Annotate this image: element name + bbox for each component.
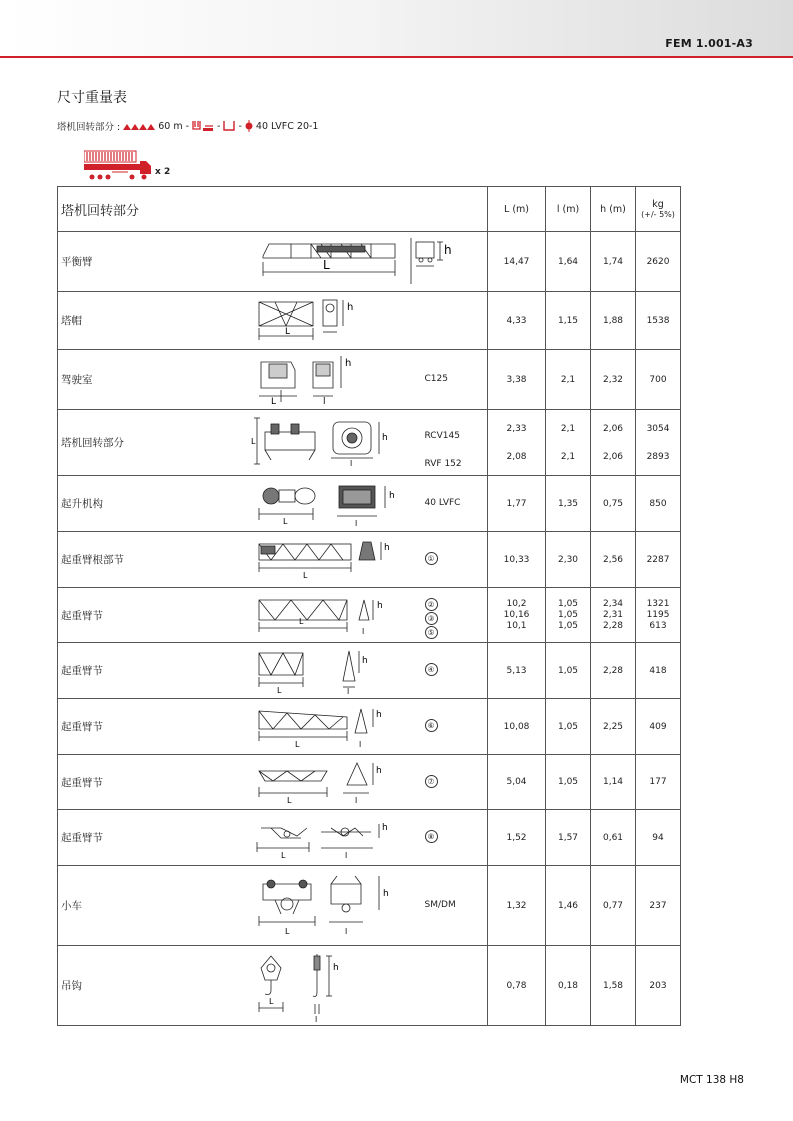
table-row	[58, 643, 727, 699]
table-row	[58, 810, 727, 866]
svg-text:h: h	[443, 243, 452, 257]
row-L: 1,32	[488, 866, 546, 946]
row-h-1: 2,34	[602, 598, 624, 609]
row-name: 小车	[58, 866, 243, 946]
row-l: 1,05	[546, 699, 591, 755]
row-code: SM/DM	[424, 900, 456, 910]
svg-text:l: l	[344, 927, 347, 936]
row-L	[488, 410, 546, 476]
row-L: 10,33	[488, 532, 546, 588]
counter-jib-icon	[191, 120, 215, 132]
row-drawing-cell	[243, 350, 488, 410]
row-l	[546, 410, 591, 476]
svg-text:h: h	[376, 601, 383, 611]
row-l: 1,64	[546, 232, 591, 292]
footer-model: MCT 138 H8	[679, 1074, 744, 1086]
header-name: 塔机回转部分	[58, 187, 488, 232]
row-h: 1,58	[591, 946, 636, 1026]
table-row	[58, 232, 727, 292]
row-code: ⑦	[425, 775, 438, 788]
row-l: 1,35	[546, 476, 591, 532]
row-name: 驾驶室	[58, 350, 243, 410]
table-header-row	[58, 187, 727, 232]
row-L: 1,52	[488, 810, 546, 866]
row-kg-1: 3054	[646, 423, 670, 434]
row-drawing-cell	[243, 410, 488, 476]
row-drawing-cell	[243, 755, 488, 810]
row-h: 2,32	[591, 350, 636, 410]
row-kg: 700	[636, 350, 681, 410]
row-L: 5,04	[488, 755, 546, 810]
row-name: 起重臂节	[58, 588, 243, 643]
row-code-group	[425, 598, 438, 639]
row-L-1: 10,2	[506, 598, 527, 609]
svg-text:l: l	[322, 397, 326, 406]
row-drawing-cell	[243, 532, 488, 588]
row-kg: 418	[636, 643, 681, 699]
row-kg: 203	[636, 946, 681, 1026]
row-name: 吊钩	[58, 946, 243, 1026]
row-L-2: 2,08	[506, 451, 527, 462]
row-h: 2,56	[591, 532, 636, 588]
svg-text:l: l	[354, 796, 357, 805]
row-drawing-cell	[243, 232, 488, 292]
row-l-1: 2,1	[560, 423, 576, 434]
row-drawing-cell	[243, 588, 488, 643]
row-h: 0,61	[591, 810, 636, 866]
row-name: 平衡臂	[58, 232, 243, 292]
row-code: ⑧	[425, 830, 438, 843]
row-l-3: 1,05	[557, 620, 579, 631]
row-name: 塔机回转部分	[58, 410, 243, 476]
row-h: 0,77	[591, 866, 636, 946]
row-h: 1,74	[591, 232, 636, 292]
svg-text:h: h	[375, 766, 382, 776]
row-h: 2,28	[591, 643, 636, 699]
row-h: 2,25	[591, 699, 636, 755]
svg-text:L: L	[302, 571, 307, 580]
hook-drawing	[251, 952, 371, 1022]
svg-text:l: l	[361, 627, 364, 636]
header-kg	[636, 187, 681, 232]
svg-text:L: L	[322, 258, 330, 272]
row-l	[546, 588, 591, 643]
row-code: 40 LVFC	[424, 498, 461, 508]
svg-text:h: h	[381, 433, 388, 443]
config-winch: 40 LVFC 20-1	[255, 120, 319, 132]
jib-tip-drawing	[251, 759, 411, 807]
truck-icon	[84, 149, 174, 183]
doc-code: FEM 1.001-A3	[665, 37, 753, 50]
row-drawing-cell	[243, 699, 488, 755]
page-title: 尺寸重量表	[57, 90, 127, 106]
row-kg: 94	[636, 810, 681, 866]
row-code: ②	[425, 598, 438, 611]
table-row	[58, 292, 727, 350]
jib-section-short-drawing	[251, 647, 401, 695]
counter-jib-drawing	[251, 238, 486, 286]
row-h	[591, 588, 636, 643]
row-name: 起重臂节	[58, 810, 243, 866]
svg-text:l: l	[344, 851, 347, 860]
row-drawing-cell	[243, 946, 488, 1026]
row-l: 1,05	[546, 755, 591, 810]
row-code: ⑥	[425, 719, 438, 732]
row-kg-2: 2893	[646, 451, 670, 462]
row-L-2: 10,16	[503, 609, 530, 620]
row-name: 起重臂根部节	[58, 532, 243, 588]
header-l: l (m)	[546, 187, 591, 232]
row-name: 起重臂节	[58, 699, 243, 755]
row-kg: 237	[636, 866, 681, 946]
row-l-1: 1,05	[557, 598, 579, 609]
svg-text:h: h	[346, 302, 353, 313]
row-l: 2,1	[546, 350, 591, 410]
row-L	[488, 588, 546, 643]
row-drawing-cell	[243, 643, 488, 699]
table-row	[58, 755, 727, 810]
header-rule	[0, 56, 793, 58]
row-name: 起升机构	[58, 476, 243, 532]
dimensions-weights-table	[57, 186, 727, 1026]
header-kg-unit: kg	[652, 199, 664, 210]
table-row	[58, 476, 727, 532]
svg-text:L: L	[250, 437, 255, 446]
row-kg: 409	[636, 699, 681, 755]
jib-foot-drawing	[251, 538, 401, 582]
row-l: 1,57	[546, 810, 591, 866]
row-name: 塔帽	[58, 292, 243, 350]
config-line	[57, 119, 318, 133]
svg-text:L: L	[280, 851, 285, 860]
row-kg	[636, 588, 681, 643]
svg-text:l: l	[358, 740, 361, 749]
config-label: 塔机回转部分 :	[57, 122, 121, 133]
table-row	[58, 866, 727, 946]
tower-head-drawing	[251, 296, 381, 344]
cab-drawing	[251, 352, 371, 406]
config-sep2: -	[238, 120, 242, 132]
config-sep1: -	[217, 120, 221, 132]
svg-text:h: h	[382, 889, 389, 899]
row-code: ⑤	[425, 626, 438, 639]
svg-text:h: h	[381, 823, 388, 833]
jib-end-drawing	[251, 814, 411, 862]
svg-text:L: L	[282, 517, 287, 526]
table-row	[58, 588, 727, 643]
svg-text:l: l	[314, 1015, 317, 1022]
row-kg: 2620	[636, 232, 681, 292]
row-code: RVF 152	[424, 459, 462, 469]
header-L: L (m)	[488, 187, 546, 232]
svg-text:L: L	[270, 397, 276, 406]
row-code: C125	[424, 374, 448, 384]
trolley-drawing	[251, 874, 411, 938]
row-L: 4,33	[488, 292, 546, 350]
row-kg-1: 1321	[646, 598, 670, 609]
winch-drawing	[251, 480, 401, 528]
row-drawing-cell	[243, 292, 488, 350]
row-code: ④	[425, 663, 438, 676]
row-l: 0,18	[546, 946, 591, 1026]
svg-text:L: L	[276, 686, 281, 695]
row-L: 0,78	[488, 946, 546, 1026]
row-h-2: 2,06	[602, 451, 624, 462]
svg-text:l: l	[354, 519, 357, 528]
row-kg: 177	[636, 755, 681, 810]
svg-text:h: h	[375, 710, 382, 720]
config-jib: 60 m -	[158, 120, 190, 132]
jib-section-taper-drawing	[251, 703, 411, 751]
row-h-3: 2,28	[602, 620, 624, 631]
svg-text:h: h	[388, 491, 395, 501]
row-name: 起重臂节	[58, 643, 243, 699]
row-L: 5,13	[488, 643, 546, 699]
row-l-2: 1,05	[557, 609, 579, 620]
row-L: 1,77	[488, 476, 546, 532]
winch-icon	[244, 120, 254, 132]
row-L: 10,08	[488, 699, 546, 755]
slewing-drawing	[251, 414, 391, 472]
tower-head-icon	[222, 120, 236, 132]
row-name: 起重臂节	[58, 755, 243, 810]
jib-icon	[122, 122, 156, 131]
svg-text:h: h	[383, 543, 390, 553]
svg-text:L: L	[268, 997, 273, 1006]
row-code-group	[425, 422, 462, 478]
header-kg-tolerance: (+/- 5%)	[641, 210, 675, 219]
table-row	[58, 410, 727, 476]
row-L: 3,38	[488, 350, 546, 410]
row-kg: 2287	[636, 532, 681, 588]
row-kg-2: 1195	[646, 609, 670, 620]
header-h: h (m)	[591, 187, 636, 232]
row-code: RCV145	[424, 431, 460, 441]
row-h: 1,88	[591, 292, 636, 350]
row-drawing-cell	[243, 866, 488, 946]
row-l: 1,46	[546, 866, 591, 946]
svg-text:h: h	[332, 963, 339, 973]
row-drawing-cell	[243, 810, 488, 866]
jib-section-drawing	[251, 592, 411, 638]
svg-text:L: L	[294, 740, 299, 749]
row-kg-3: 613	[649, 620, 667, 631]
row-l: 2,30	[546, 532, 591, 588]
row-h: 1,14	[591, 755, 636, 810]
svg-text:l: l	[349, 459, 352, 468]
svg-text:L: L	[298, 617, 303, 626]
svg-text:h: h	[344, 358, 351, 369]
row-L-3: 10,1	[506, 620, 527, 631]
row-kg: 850	[636, 476, 681, 532]
row-h: 0,75	[591, 476, 636, 532]
table-row	[58, 699, 727, 755]
svg-text:L: L	[284, 927, 289, 936]
row-l-2: 2,1	[560, 451, 576, 462]
row-L-1: 2,33	[506, 423, 527, 434]
row-l: 1,05	[546, 643, 591, 699]
table-row	[58, 946, 727, 1026]
svg-text:L: L	[286, 796, 291, 805]
row-kg	[636, 410, 681, 476]
truck-count: x 2	[155, 167, 171, 177]
table-row	[58, 350, 727, 410]
row-l: 1,15	[546, 292, 591, 350]
row-h	[591, 410, 636, 476]
svg-text:L: L	[284, 327, 290, 337]
row-code: ③	[425, 612, 438, 625]
row-h-1: 2,06	[602, 423, 624, 434]
row-kg: 1538	[636, 292, 681, 350]
svg-text:h: h	[361, 656, 368, 666]
table-row	[58, 532, 727, 588]
svg-text:l: l	[346, 687, 349, 695]
row-h-2: 2,31	[602, 609, 624, 620]
row-L: 14,47	[488, 232, 546, 292]
row-code: ①	[425, 552, 438, 565]
row-drawing-cell	[243, 476, 488, 532]
